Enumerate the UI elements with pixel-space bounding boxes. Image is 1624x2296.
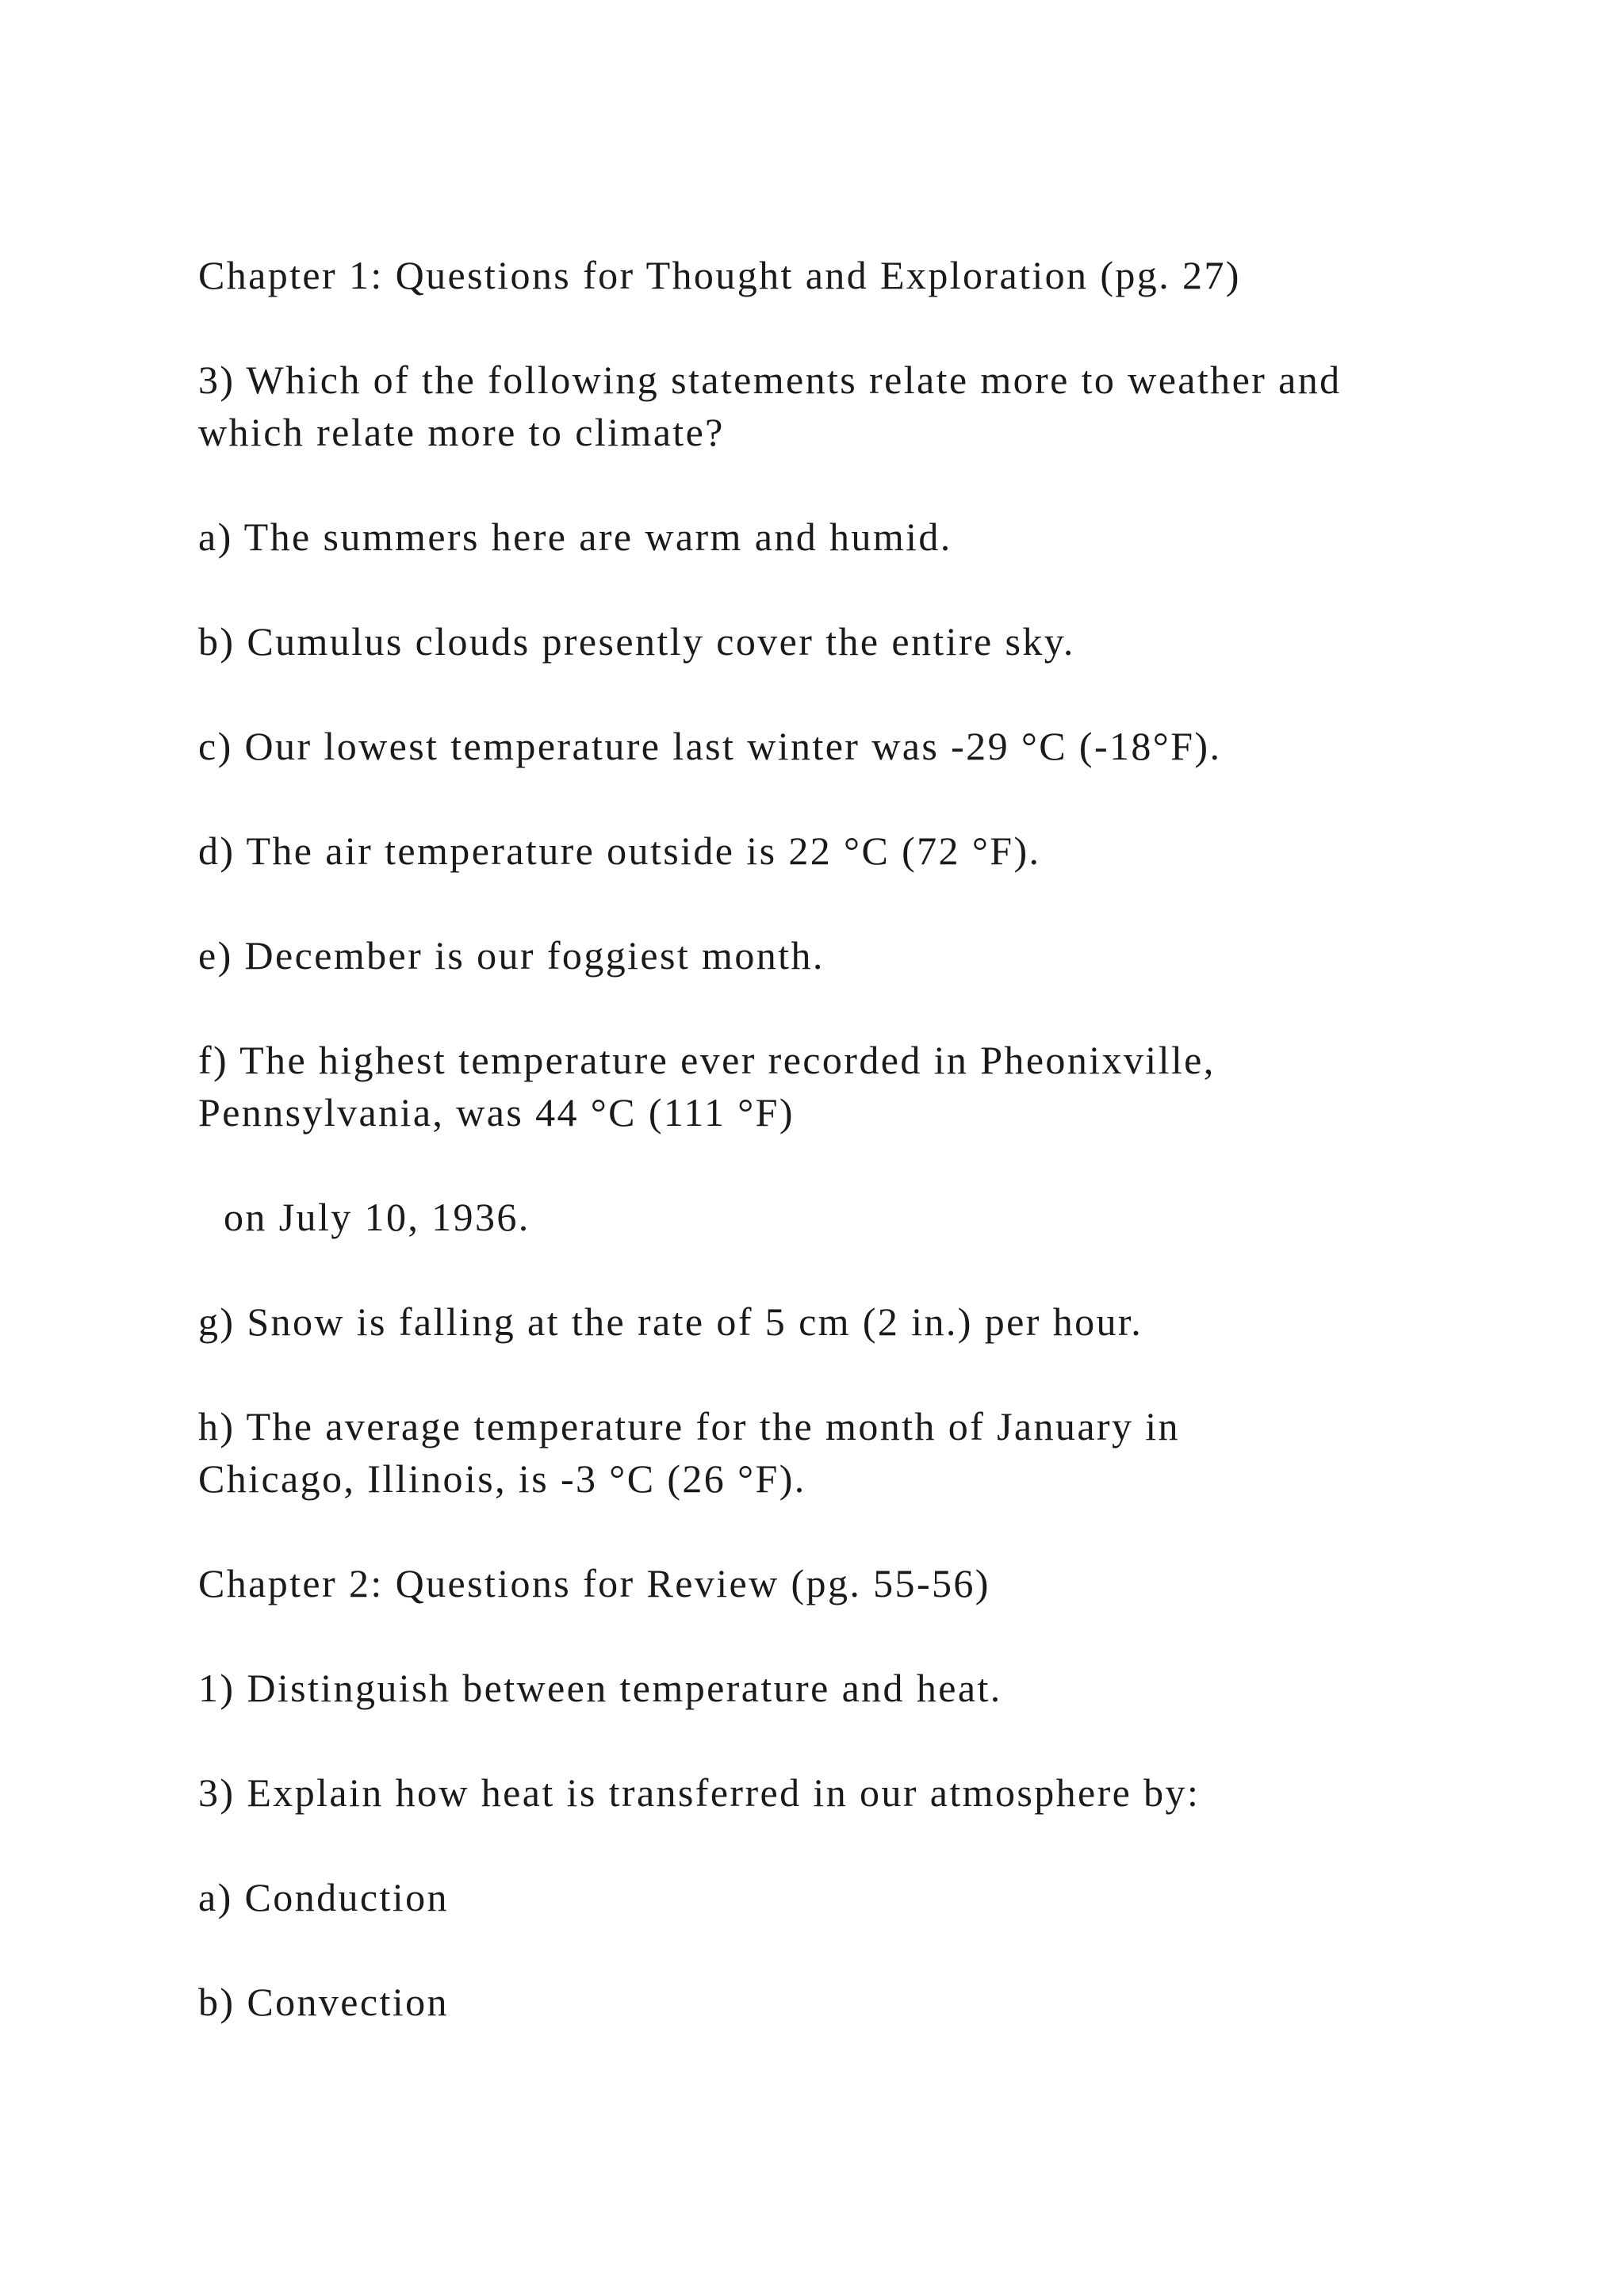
statement-h-line-2: Chicago, Illinois, is -3 °C (26 °F).	[198, 1456, 806, 1501]
statement-b: b) Cumulus clouds presently cover the entire sky.	[198, 619, 1075, 664]
question-3-line-2: which relate more to climate?	[198, 410, 725, 454]
question-3-line-1: 3) Which of the following statements relate more to weather and	[198, 358, 1342, 402]
statement-f-line-1: f) The highest temperature ever recorded in Pheonixville,	[198, 1038, 1216, 1082]
statement-g: g) Snow is falling at the rate of 5 cm (2 in.) per hour.	[198, 1299, 1143, 1344]
chapter-1-heading: Chapter 1: Questions for Thought and Exploration (pg. 27)	[198, 253, 1241, 297]
statement-e: e) December is our foggiest month.	[198, 933, 825, 978]
review-question-3-b: b) Convection	[198, 1980, 449, 2024]
statement-c: c) Our lowest temperature last winter was -29 °C (-18°F).	[198, 724, 1222, 768]
review-question-1: 1) Distinguish between temperature and heat.	[198, 1666, 1002, 1710]
statement-d: d) The air temperature outside is 22 °C (72 °F).	[198, 828, 1041, 873]
statement-f-line-3: on July 10, 1936.	[224, 1195, 530, 1239]
statement-f-line-2: Pennsylvania, was 44 °C (111 °F)	[198, 1090, 795, 1135]
review-question-3: 3) Explain how heat is transferred in our atmosphere by:	[198, 1770, 1201, 1815]
statement-a: a) The summers here are warm and humid.	[198, 515, 952, 559]
chapter-2-heading: Chapter 2: Questions for Review (pg. 55-56)	[198, 1561, 990, 1605]
statement-h-line-1: h) The average temperature for the month of January in	[198, 1404, 1180, 1448]
review-question-3-a: a) Conduction	[198, 1875, 449, 1919]
